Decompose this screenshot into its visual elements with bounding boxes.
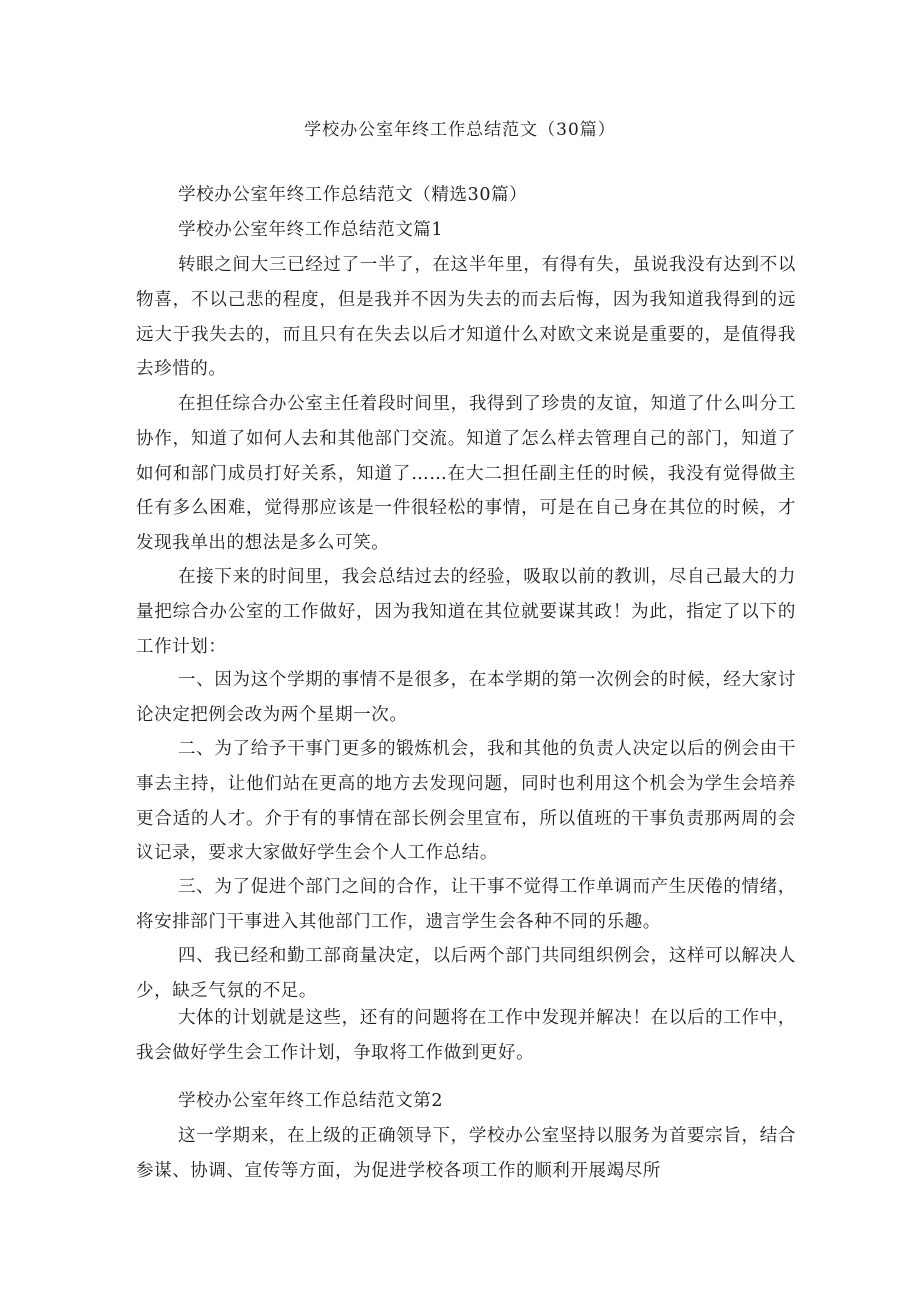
section-1-paragraph-2: 在担任综合办公室主任着段时间里，我得到了珍贵的友谊，知道了什么叫分工协作，知道了如何人去和其他部门交流。知道了怎么样去管理自己的部门，知道了如何和部门成员打好关系，知道了……在大二担任副主任的时候，我没有觉得做主任有多么困难，觉得那应该是一件很轻松的事情，可是在自己身在其位的时候，才发现我单出的想法是多么可笑。	[136, 394, 796, 554]
section-1-paragraph-8: 大体的计划就是这些，还有的问题将在工作中发现并解决！在以后的工作中，我会做好学生会工作计划，争取将工作做到更好。	[136, 1008, 796, 1063]
section-1-paragraph-3: 在接下来的时间里，我会总结过去的经验，吸取以前的教训，尽自己最大的力量把综合办公室的工作做好，因为我知道在其位就要谋其政！为此，指定了以下的工作计划：	[136, 567, 796, 657]
section-1-paragraph-5: 二、为了给予干事门更多的锻炼机会，我和其他的负责人决定以后的例会由干事去主持，让他们站在更高的地方去发现问题，同时也利用这个机会为学生会培养更合适的人才。介于有的事情在部长例会里宣布，所以值班的干事负责那两周的会议记录，要求大家做好学生会个人工作总结。	[136, 739, 796, 864]
section-2-heading: 学校办公室年终工作总结范文第2	[178, 1091, 444, 1111]
section-2-paragraph-1: 这一学期来，在上级的正确领导下，学校办公室坚持以服务为首要宗旨，结合参谋、协调、宣传等方面，为促进学校各项工作的顺利开展竭尽所	[136, 1126, 796, 1181]
section-1-paragraph-1: 转眼之间大三已经过了一半了，在这半年里，有得有失，虽说我没有达到不以物喜，不以己悲的程度，但是我并不因为失去的而去后悔，因为我知道我得到的远远大于我失去的，而且只有在失去以后才知道什么对欧文来说是重要的，是值得我去珍惜的。	[136, 255, 796, 380]
document-title: 学校办公室年终工作总结范文（30篇）	[304, 120, 616, 140]
section-1-paragraph-4: 一、因为这个学期的事情不是很多，在本学期的第一次例会的时候，经大家讨论决定把例会改为两个星期一次。	[136, 670, 796, 725]
section-1-heading: 学校办公室年终工作总结范文篇1	[178, 220, 444, 240]
document-subtitle: 学校办公室年终工作总结范文（精选30篇）	[178, 185, 528, 205]
section-1-paragraph-6: 三、为了促进个部门之间的合作，让干事不觉得工作单调而产生厌倦的情绪，将安排部门干事进入其他部门工作，遗言学生会各种不同的乐趣。	[136, 877, 796, 932]
section-1-paragraph-7: 四、我已经和勤工部商量决定，以后两个部门共同组织例会，这样可以解决人少，缺乏气氛的不足。	[136, 946, 796, 1001]
